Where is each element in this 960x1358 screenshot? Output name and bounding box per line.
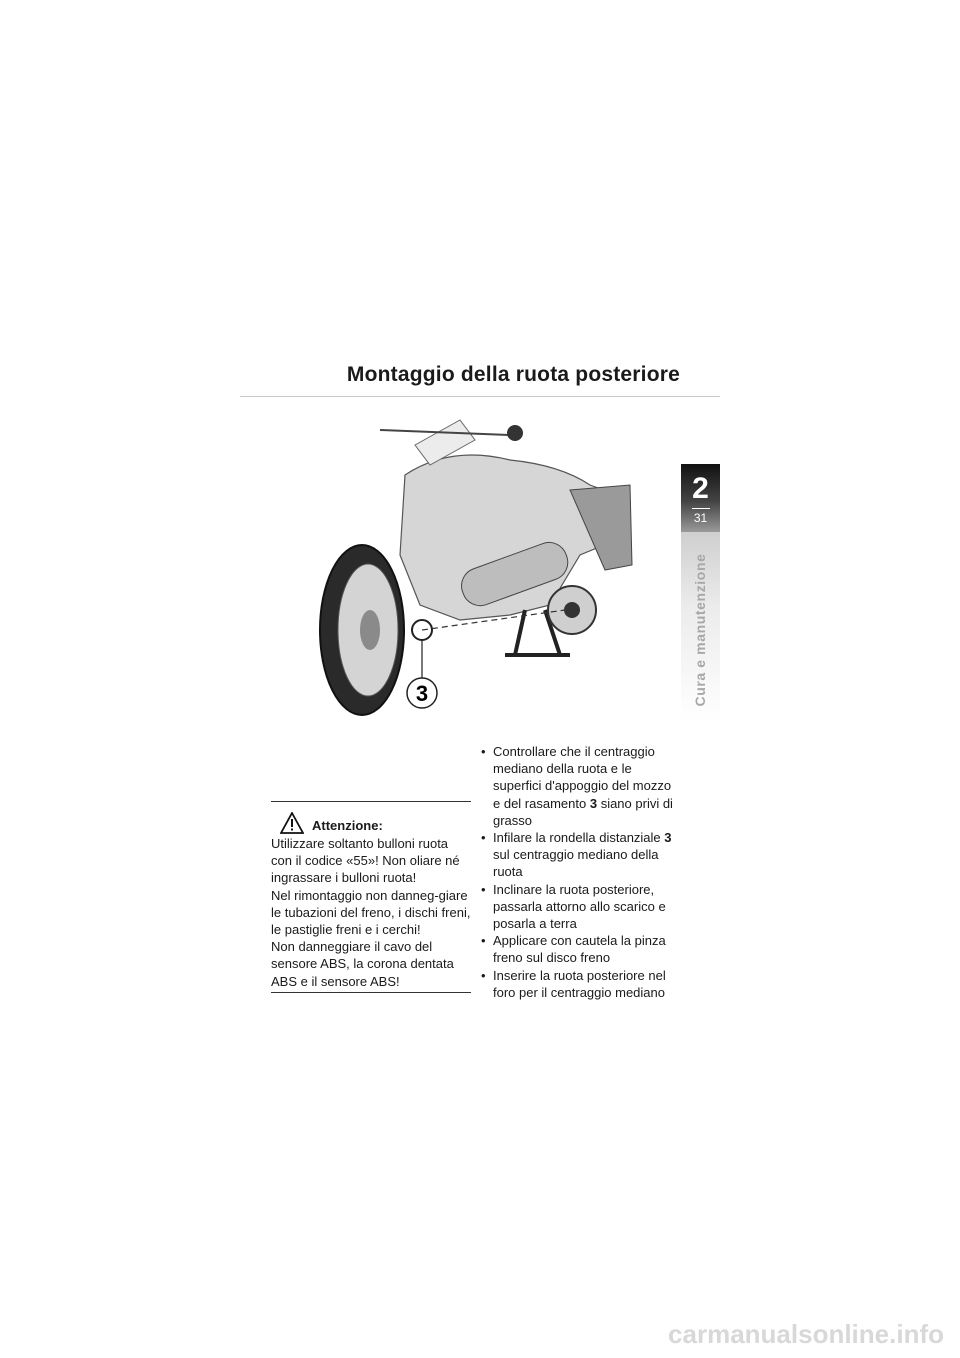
step-text: Infilare la rondella distanziale [493,830,665,846]
warning-line: Nel rimontaggio non danneg-giare le tubazioni del freno, i dischi freni, le pastiglie freni e i cerchi! [271,887,471,938]
warning-box [271,801,471,993]
page-number: 31 [693,511,708,525]
warning-line: Utilizzare soltanto bulloni ruota con il codice «55»! Non oliare né ingrassare i bulloni ruota! [271,836,460,886]
step-ref: 3 [664,830,672,846]
section-label: Cura e manutenzione [692,553,708,707]
chapter-number: 2 [692,472,709,505]
motorcycle-illustration [310,405,640,725]
warning-line: Non danneggiare il cavo del sensore ABS, la corona dentata ABS e il sensore ABS! [271,939,454,989]
step-text: siano privi di grasso [493,795,673,828]
list-item: • Applicare con cautela la pinza freno sul disco freno [481,932,681,966]
list-item: • Inserire la ruota posteriore nel foro per il centraggio mediano [481,967,681,1001]
warning-title: Attenzione: [312,817,383,833]
list-item [481,829,681,881]
watermark: carmanualsonline.info [668,1319,944,1349]
warning-header [271,812,471,834]
list-item: • Inclinare la ruota posteriore, passarla attorno allo scarico e posarla a terra [481,881,681,933]
motorcycle-drawing [310,405,640,725]
page-title: Montaggio della ruota posteriore [346,363,680,386]
chapter-tab [681,464,720,532]
procedure-steps [481,743,681,1001]
title-divider [240,396,720,397]
step-text: sul centraggio mediano della ruota [493,847,659,880]
hub-shape [564,602,580,618]
list-item [481,743,681,829]
step-ref: 3 [589,795,598,811]
warning-icon [280,812,304,834]
rim-center-shape [360,610,380,650]
step-text: Controllare che il centraggio mediano della ruota e le superfici d'appoggio del mozzo e del rasamento [493,744,672,811]
mirror-shape [507,425,523,441]
callout-number: 3 [415,681,429,706]
